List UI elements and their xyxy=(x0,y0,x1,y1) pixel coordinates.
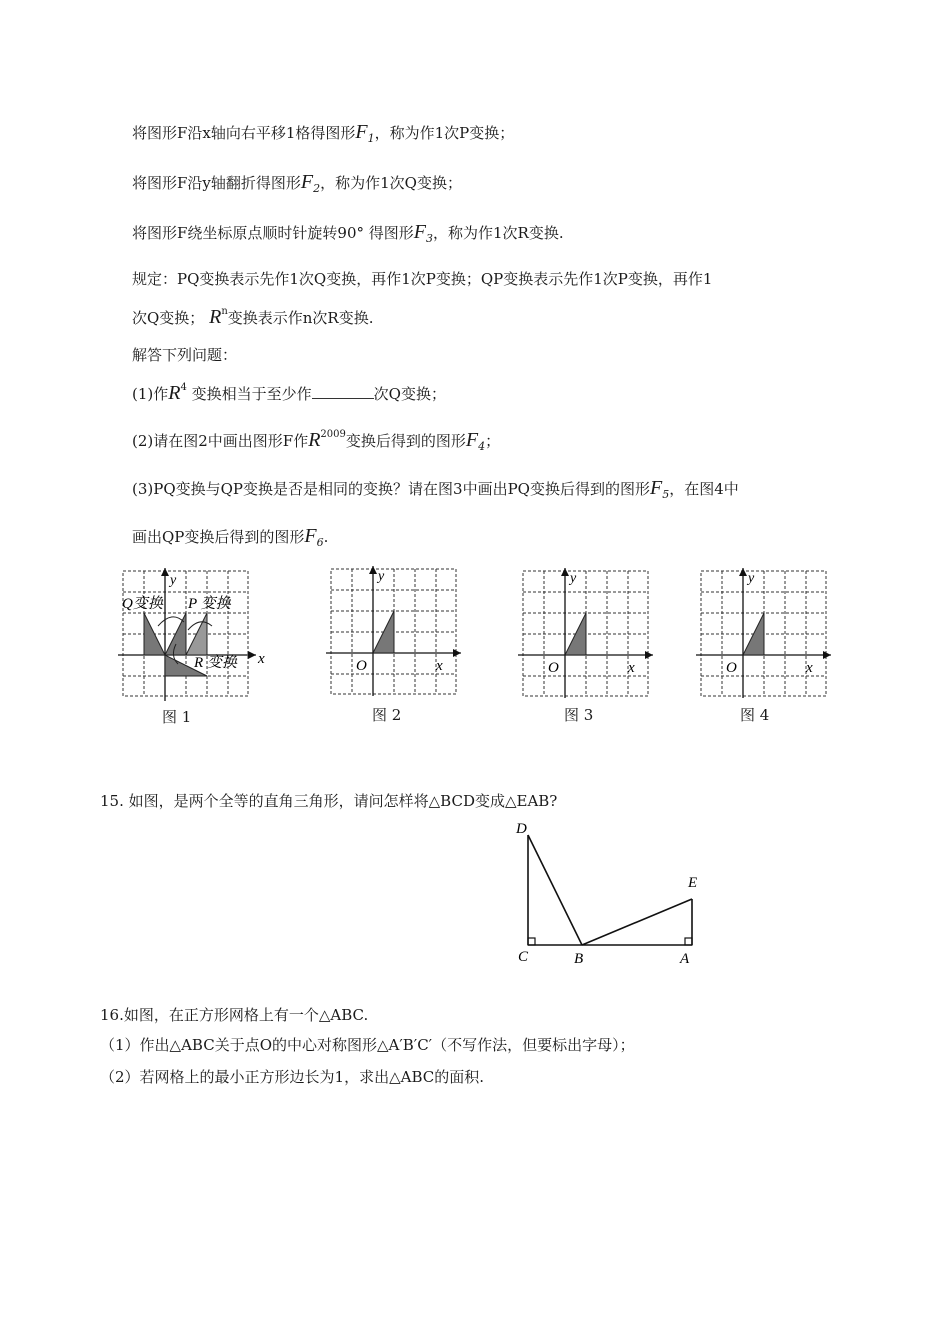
fig3-origin-label: O xyxy=(548,660,559,676)
f5-symbol: F xyxy=(649,477,663,499)
r2009-superscript: 2009 xyxy=(320,429,346,440)
f3-symbol: F xyxy=(413,221,426,243)
f4-subscript: 4 xyxy=(478,440,486,453)
q1-answer-blank[interactable] xyxy=(312,384,374,399)
r-transform-definition xyxy=(132,222,564,249)
fig1-label-q: Q变换 xyxy=(122,596,163,612)
r4-superscript: 4 xyxy=(180,382,187,393)
p-def-text: 将图形F沿x轴向右平移1格得图形 xyxy=(132,124,356,142)
right-angle-c xyxy=(528,938,535,945)
f1-subscript: 1 xyxy=(367,132,375,145)
q2-text: (2)请在图2中画出图形F作 xyxy=(132,432,309,450)
r4-symbol: R xyxy=(168,382,181,404)
r-def-tail: ，称为作1次R变换. xyxy=(432,224,564,242)
question-1 xyxy=(132,378,446,404)
label-e: E xyxy=(688,875,698,891)
f2-subscript: 2 xyxy=(313,182,321,195)
fig4-origin-label: O xyxy=(726,660,737,676)
label-c: C xyxy=(518,949,529,965)
fig3-x-label: x xyxy=(628,660,635,676)
fig4-y-arrow xyxy=(739,568,747,576)
problem-16-title: 16.如图，在正方形网格上有一个△ABC. xyxy=(100,1006,369,1024)
f2-symbol: F xyxy=(300,171,314,193)
f6-symbol: F xyxy=(304,525,317,547)
q1-middle: 变换相当于至少作 xyxy=(191,385,312,403)
fig3-y-arrow xyxy=(561,568,569,576)
fig2-x-arrow xyxy=(453,649,461,657)
q3-cont-tail: . xyxy=(323,528,329,546)
fig1-y-arrow xyxy=(161,568,169,576)
question-3 xyxy=(132,478,739,505)
problem-16-part-2: （2）若网格上的最小正方形边长为1，求出△ABC的面积. xyxy=(100,1068,485,1086)
fig2-caption: 图 2 xyxy=(372,706,402,724)
q3-cont-text: 画出QP变换后得到的图形 xyxy=(132,528,305,546)
figure-4 xyxy=(696,566,836,700)
q-def-text: 将图形F沿y轴翻折得图形 xyxy=(132,174,301,192)
fig4-x-arrow xyxy=(823,651,831,659)
p-transform-definition xyxy=(132,122,514,149)
f1-symbol: F xyxy=(355,121,368,143)
q1-text: (1)作 xyxy=(132,385,169,403)
f6-subscript: 6 xyxy=(316,536,324,549)
question-2 xyxy=(132,425,500,457)
label-a: A xyxy=(680,951,690,967)
question-3-continued xyxy=(132,526,328,553)
label-d: D xyxy=(516,821,527,837)
figure-1 xyxy=(118,566,278,706)
fig3-x-arrow xyxy=(645,651,653,659)
fig2-origin-label: O xyxy=(356,658,367,674)
q2-tail: ； xyxy=(485,432,501,450)
q-transform-definition xyxy=(132,172,462,199)
fig2-y-label: y xyxy=(378,569,385,584)
fig1-shape-q xyxy=(144,613,165,655)
fig1-y-label: y xyxy=(170,573,177,588)
r2009-symbol: R xyxy=(308,429,321,451)
f3-subscript: 3 xyxy=(425,232,433,245)
fig1-x-label: x xyxy=(258,651,265,667)
rule-line-2 xyxy=(132,302,374,328)
fig1-label-p: P 变换 xyxy=(188,596,231,612)
prompt-line: 解答下列问题： xyxy=(132,346,238,364)
f5-subscript: 5 xyxy=(662,488,670,501)
problem-16-part-1: （1）作出△ABC关于点O的中心对称图形△A′B′C′（不写作法，但要标出字母）； xyxy=(100,1036,635,1054)
p-def-tail: ，称为作1次P变换； xyxy=(374,124,515,142)
f4-symbol: F xyxy=(465,429,479,451)
r-def-text: 将图形F绕坐标原点顺时针旋转90° 得图形 xyxy=(132,224,414,242)
fig1-x-arrow xyxy=(248,651,256,659)
q2-middle: 变换后得到的图形 xyxy=(345,432,466,450)
fig4-caption: 图 4 xyxy=(740,706,770,724)
fig1-label-r: R 变换 xyxy=(194,655,237,671)
q3-text: (3)PQ变换与QP变换是否是相同的变换？请在图3中画出PQ变换后得到的图形 xyxy=(132,480,650,498)
fig4-y-label: y xyxy=(748,571,755,586)
fig2-y-arrow xyxy=(369,566,377,574)
rule-2-text: 次Q变换； xyxy=(132,309,205,327)
figure-3 xyxy=(518,566,658,700)
right-angle-a xyxy=(685,938,692,945)
fig3-y-label: y xyxy=(570,571,577,586)
q1-tail: 次Q变换； xyxy=(373,385,446,403)
problem-15-text: 15. 如图，是两个全等的直角三角形，请问怎样将△BCD变成△EAB? xyxy=(100,792,558,810)
q-def-tail: ，称为作1次Q变换； xyxy=(320,174,462,192)
problem-15-diagram xyxy=(508,815,708,975)
figure-2 xyxy=(326,564,466,698)
fig2-x-label: x xyxy=(436,658,443,674)
fig4-x-label: x xyxy=(806,660,813,676)
q3-tail: ，在图4中 xyxy=(669,480,739,498)
rn-symbol: R xyxy=(209,306,222,328)
rule-2-tail: 变换表示作n次R变换. xyxy=(227,309,374,327)
triangles xyxy=(528,835,692,945)
rule-line-1: 规定：PQ变换表示先作1次Q变换，再作1次P变换；QP变换表示先作1次P变换，再作1 xyxy=(132,270,713,288)
fig3-caption: 图 3 xyxy=(564,706,594,724)
rn-superscript: n xyxy=(221,306,228,317)
fig1-caption: 图 1 xyxy=(162,708,192,726)
label-b: B xyxy=(574,951,584,967)
